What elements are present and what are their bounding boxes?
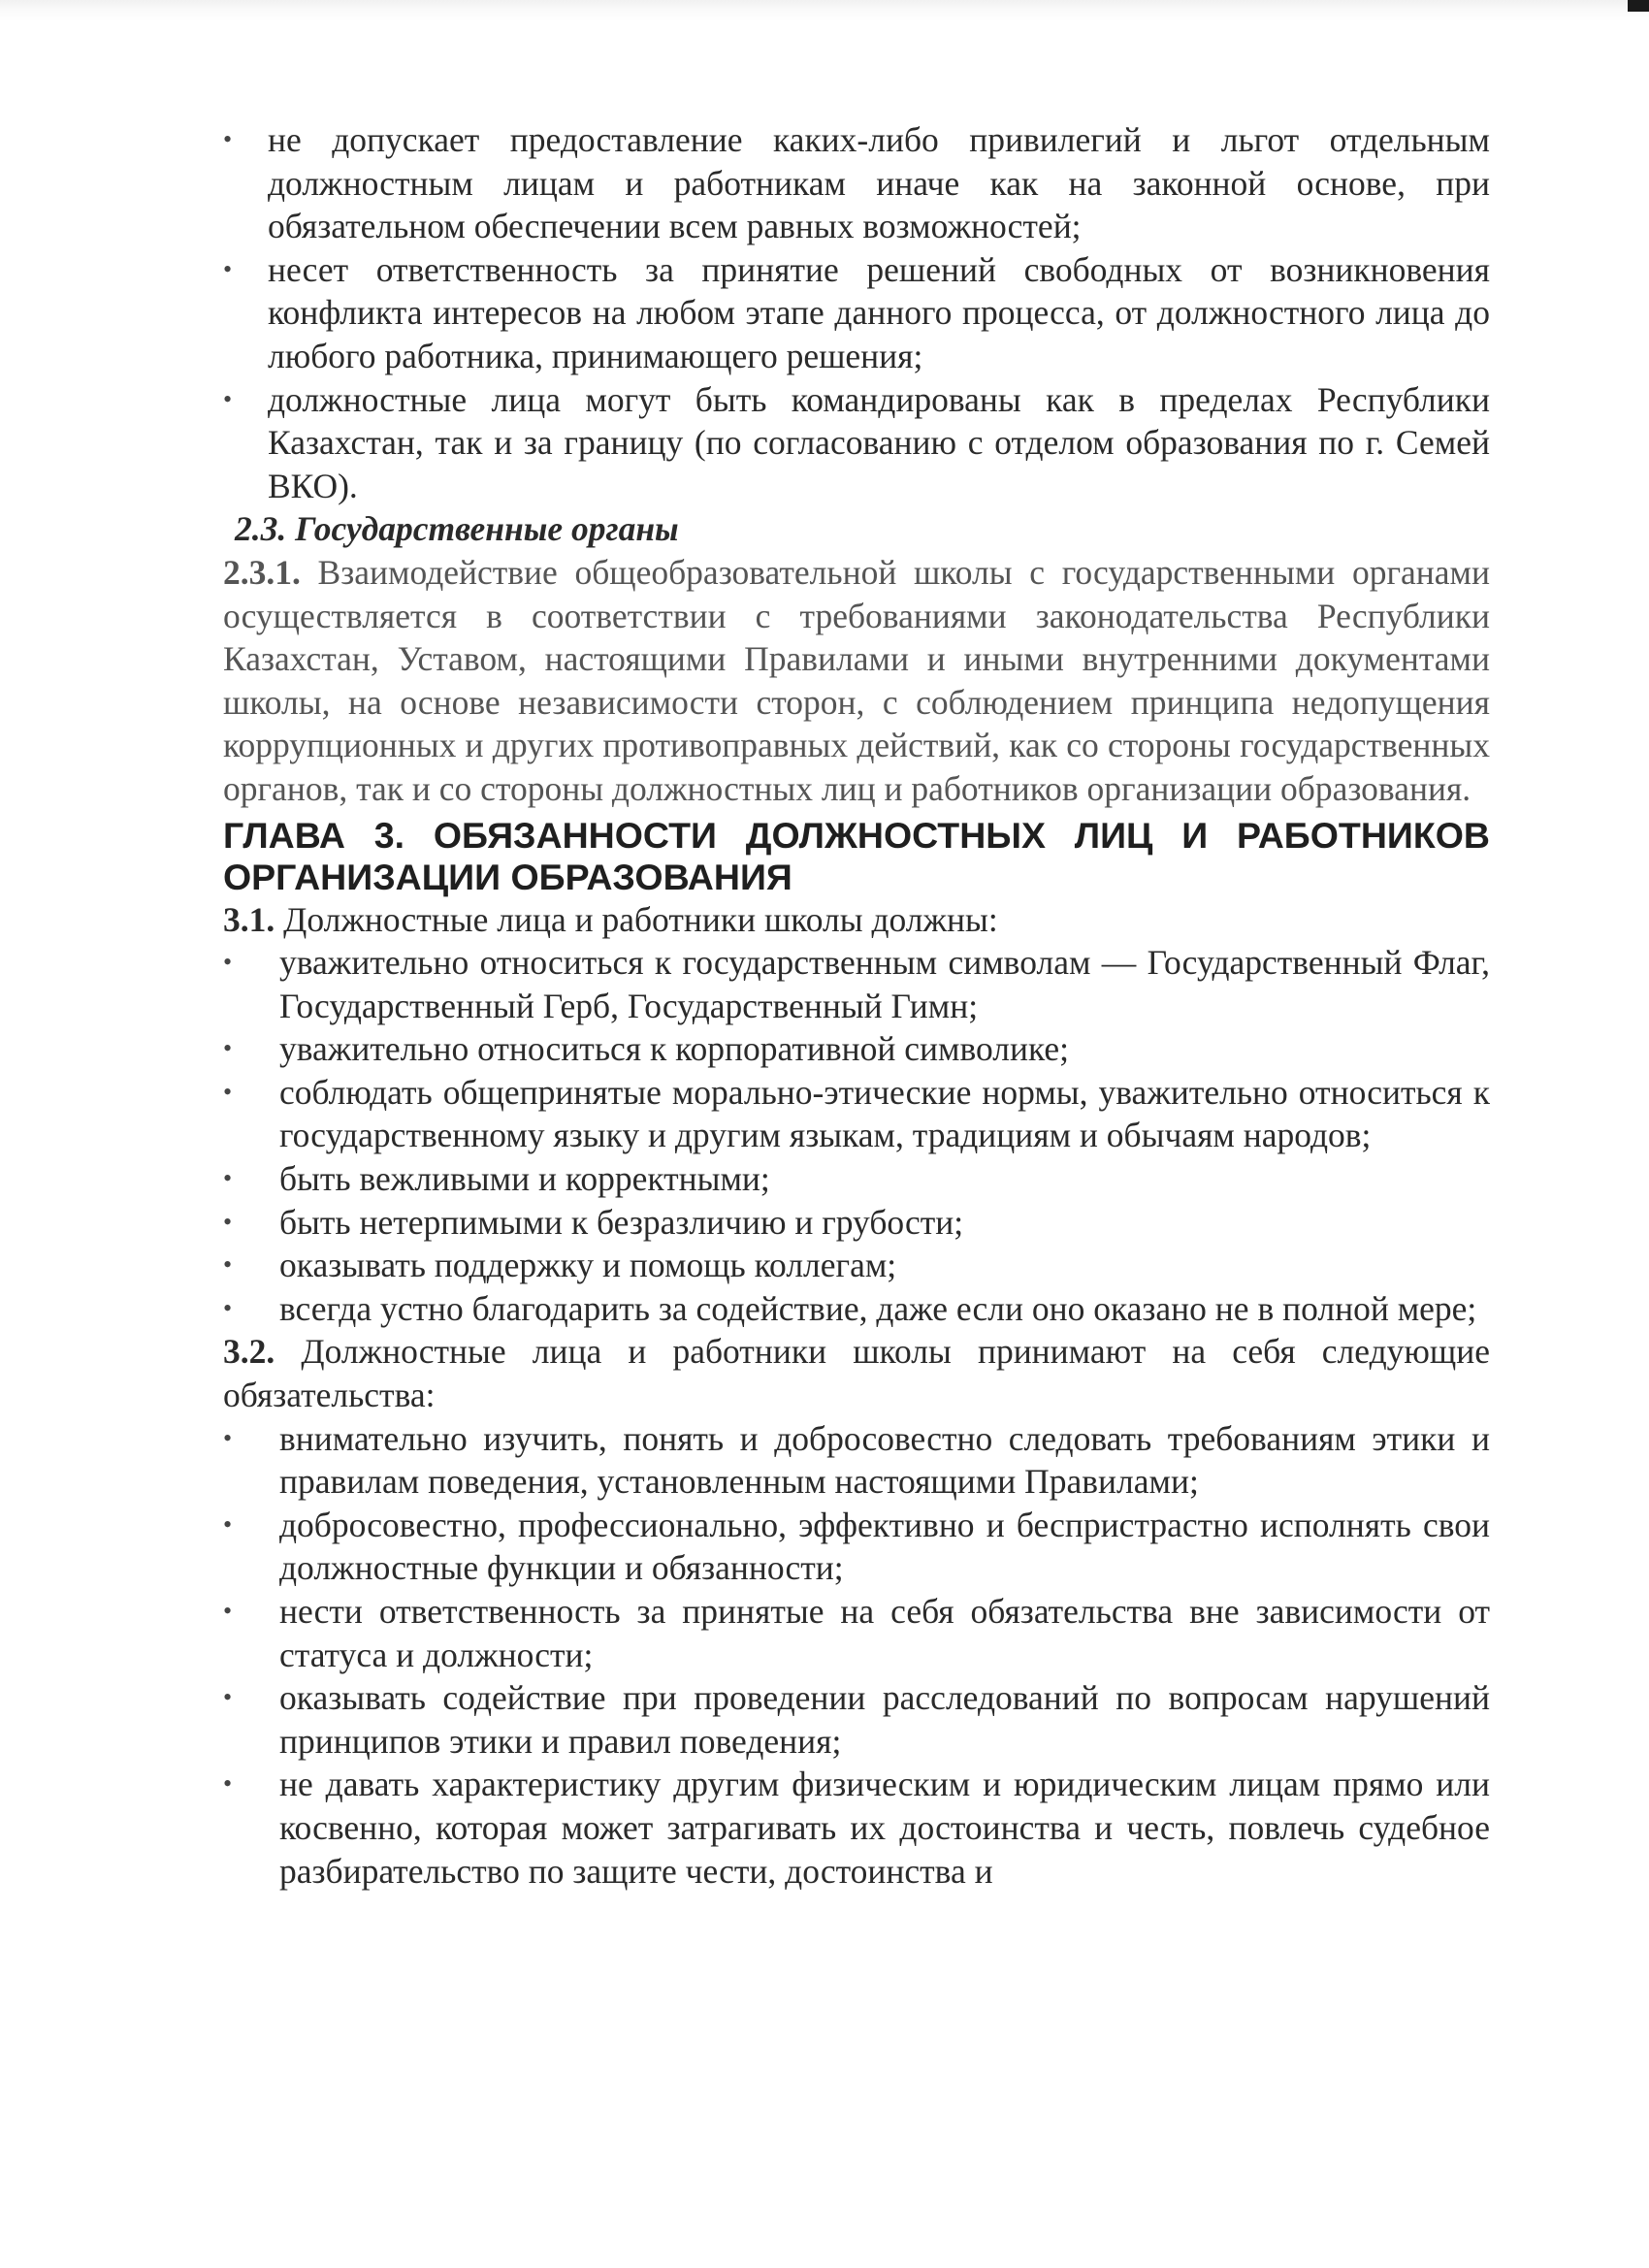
list-privileges xyxy=(223,118,1490,507)
paragraph-3-1 xyxy=(223,898,1490,942)
list-item: • нести ответственность за принятые на себя обязательства вне зависимости от статуса и должности; xyxy=(223,1590,1490,1676)
paragraph-text: Должностные лица и работники школы принимают на себя следующие обязательства: xyxy=(223,1332,1490,1415)
list-item: • добросовестно, профессионально, эффективно и беспристрастно исполнять свои должностные функции и обязанности; xyxy=(223,1504,1490,1590)
list-item: • несет ответственность за принятие решений свободных от возникновения конфликта интересов на любом этапе данного процесса, от должностного лица до любого работника, принимающего решения; xyxy=(223,248,1490,378)
list-item: • уважительно относиться к корпоративной символике; xyxy=(223,1027,1490,1071)
paragraph-text: Должностные лица и работники школы должны: xyxy=(275,899,998,939)
list-duties xyxy=(223,941,1490,1330)
list-item: • уважительно относиться к государственным символам — Государственный Флаг, Государственный Герб, Государственный Гимн; xyxy=(223,941,1490,1027)
scan-corner-mark xyxy=(1628,0,1649,12)
list-item: • не давать характеристику другим физическим и юридическим лицам прямо или косвенно, которая может затрагивать их достоинства и честь, повлечь судебное разбирательство по защите чести, достоинства и xyxy=(223,1763,1490,1893)
list-item: • всегда устно благодарить за содействие, даже если оно оказано не в полной мере; xyxy=(223,1287,1490,1331)
section-heading-2-3: 2.3. Государственные органы xyxy=(235,509,679,549)
paragraph-2-3-1 xyxy=(223,551,1490,811)
list-item: • быть вежливыми и корректными; xyxy=(223,1157,1490,1201)
list-item: • не допускает предоставление каких-либо привилегий и льгот отдельным должностным лицам и работникам иначе как на законной основе, при обязательном обеспечении всем равных возможностей; xyxy=(223,118,1490,248)
list-obligations xyxy=(223,1417,1490,1894)
section-number: 3.1. xyxy=(223,899,275,939)
list-item: • оказывать поддержку и помощь коллегам; xyxy=(223,1244,1490,1287)
section-number: 2.3.1. xyxy=(223,552,301,592)
chapter-heading: ГЛАВА 3. ОБЯЗАННОСТИ ДОЛЖНОСТНЫХ ЛИЦ И РАБОТНИКОВ ОРГАНИЗАЦИИ ОБРАЗОВАНИЯ xyxy=(223,814,1490,897)
list-item: • должностные лица могут быть командированы как в пределах Республики Казахстан, так и за границу (по согласованию с отделом образования по г. Семей ВКО). xyxy=(223,378,1490,508)
section-number: 3.2. xyxy=(223,1332,275,1372)
list-item: • соблюдать общепринятые морально-этические нормы, уважительно относиться к государственному языку и другим языкам, традициям и обычаям народов; xyxy=(223,1071,1490,1157)
document-body xyxy=(223,118,1490,1893)
list-item: • быть нетерпимыми к безразличию и грубости; xyxy=(223,1201,1490,1245)
paragraph-text: Взаимодействие общеобразовательной школы с государственными органами осуществляется в соответствии с требованиями законодательства Республики Казахстан, Уставом, настоящими Правилами и иными внутренними документами школы, на основе независимости сторон, с соблюдением принципа недопущения коррупционных и других противоправных действий, как со стороны государственных органов, так и со стороны должностных лиц и работников организации образования. xyxy=(223,552,1490,808)
paragraph-3-2 xyxy=(223,1330,1490,1416)
list-item: • оказывать содействие при проведении расследований по вопросам нарушений принципов этики и правил поведения; xyxy=(223,1676,1490,1763)
list-item: • внимательно изучить, понять и добросовестно следовать требованиям этики и правилам поведения, установленным настоящими Правилами; xyxy=(223,1417,1490,1504)
